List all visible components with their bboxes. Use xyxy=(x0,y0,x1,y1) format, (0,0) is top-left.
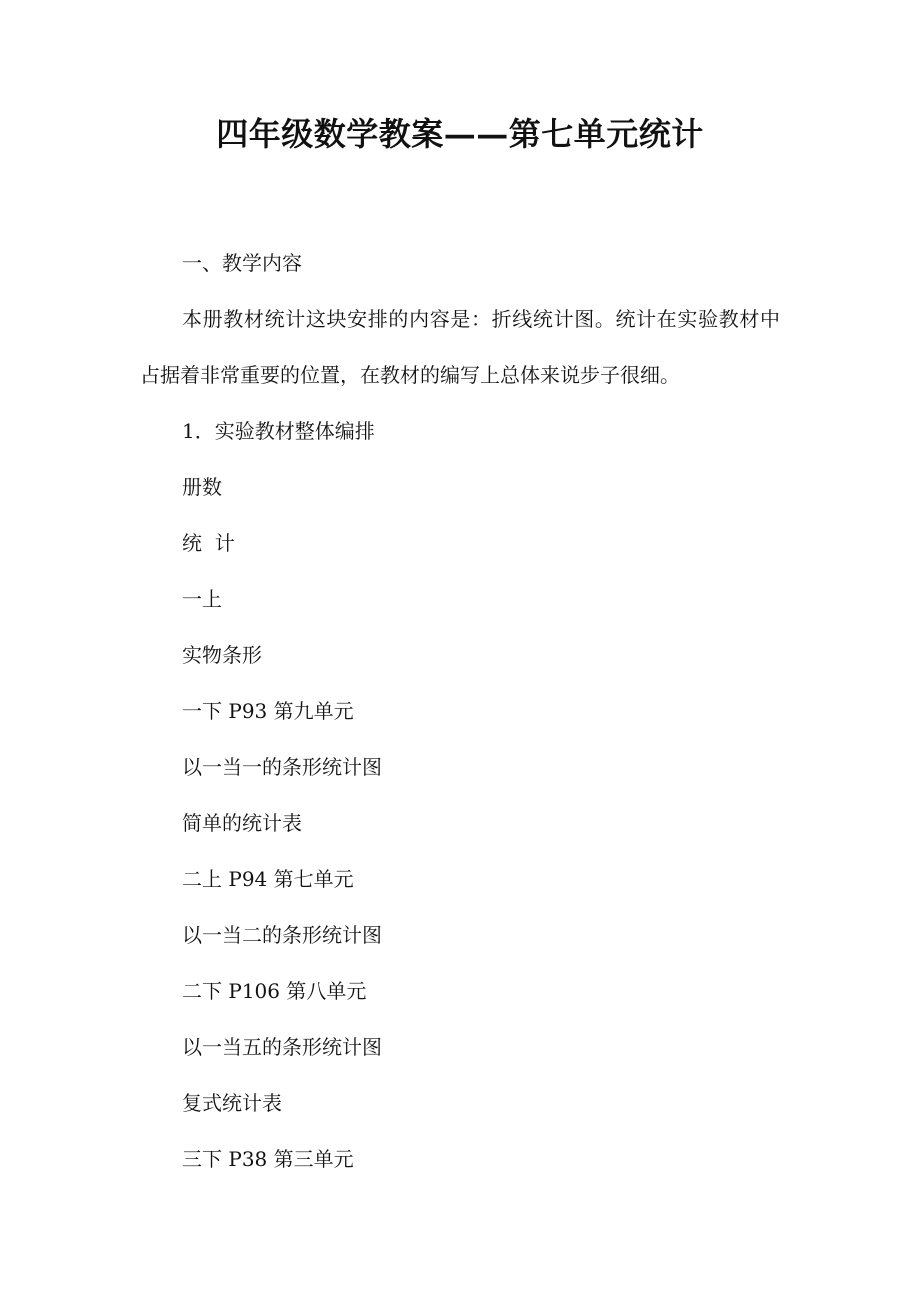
list-item: 简单的统计表 xyxy=(182,811,302,835)
list-item: 统 计 xyxy=(182,531,235,555)
document-body xyxy=(140,235,780,1187)
list-item: 以一当五的条形统计图 xyxy=(182,1035,382,1059)
list-item: 册数 xyxy=(182,475,222,499)
section-heading: 一、教学内容 xyxy=(182,251,302,275)
list-item: 实物条形 xyxy=(182,643,262,667)
list-item: 以一当二的条形统计图 xyxy=(182,923,382,947)
list-item: 二上 P94 第七单元 xyxy=(182,867,354,891)
document-title: 四年级数学教案——第七单元统计 xyxy=(216,115,704,153)
list-item: 一上 xyxy=(182,587,222,611)
list-item: 三下 P38 第三单元 xyxy=(182,1147,354,1171)
list-item: 一下 P93 第九单元 xyxy=(182,699,354,723)
list-item: 二下 P106 第八单元 xyxy=(182,979,367,1003)
body-paragraph: 本册教材统计这块安排的内容是：折线统计图。统计在实验教材中占据着非常重要的位置，在教材的编写上总体来说步子很细。 xyxy=(140,307,780,387)
list-item: 复式统计表 xyxy=(182,1091,282,1115)
subsection-heading: 1．实验教材整体编排 xyxy=(182,419,375,443)
list-item: 以一当一的条形统计图 xyxy=(182,755,382,779)
